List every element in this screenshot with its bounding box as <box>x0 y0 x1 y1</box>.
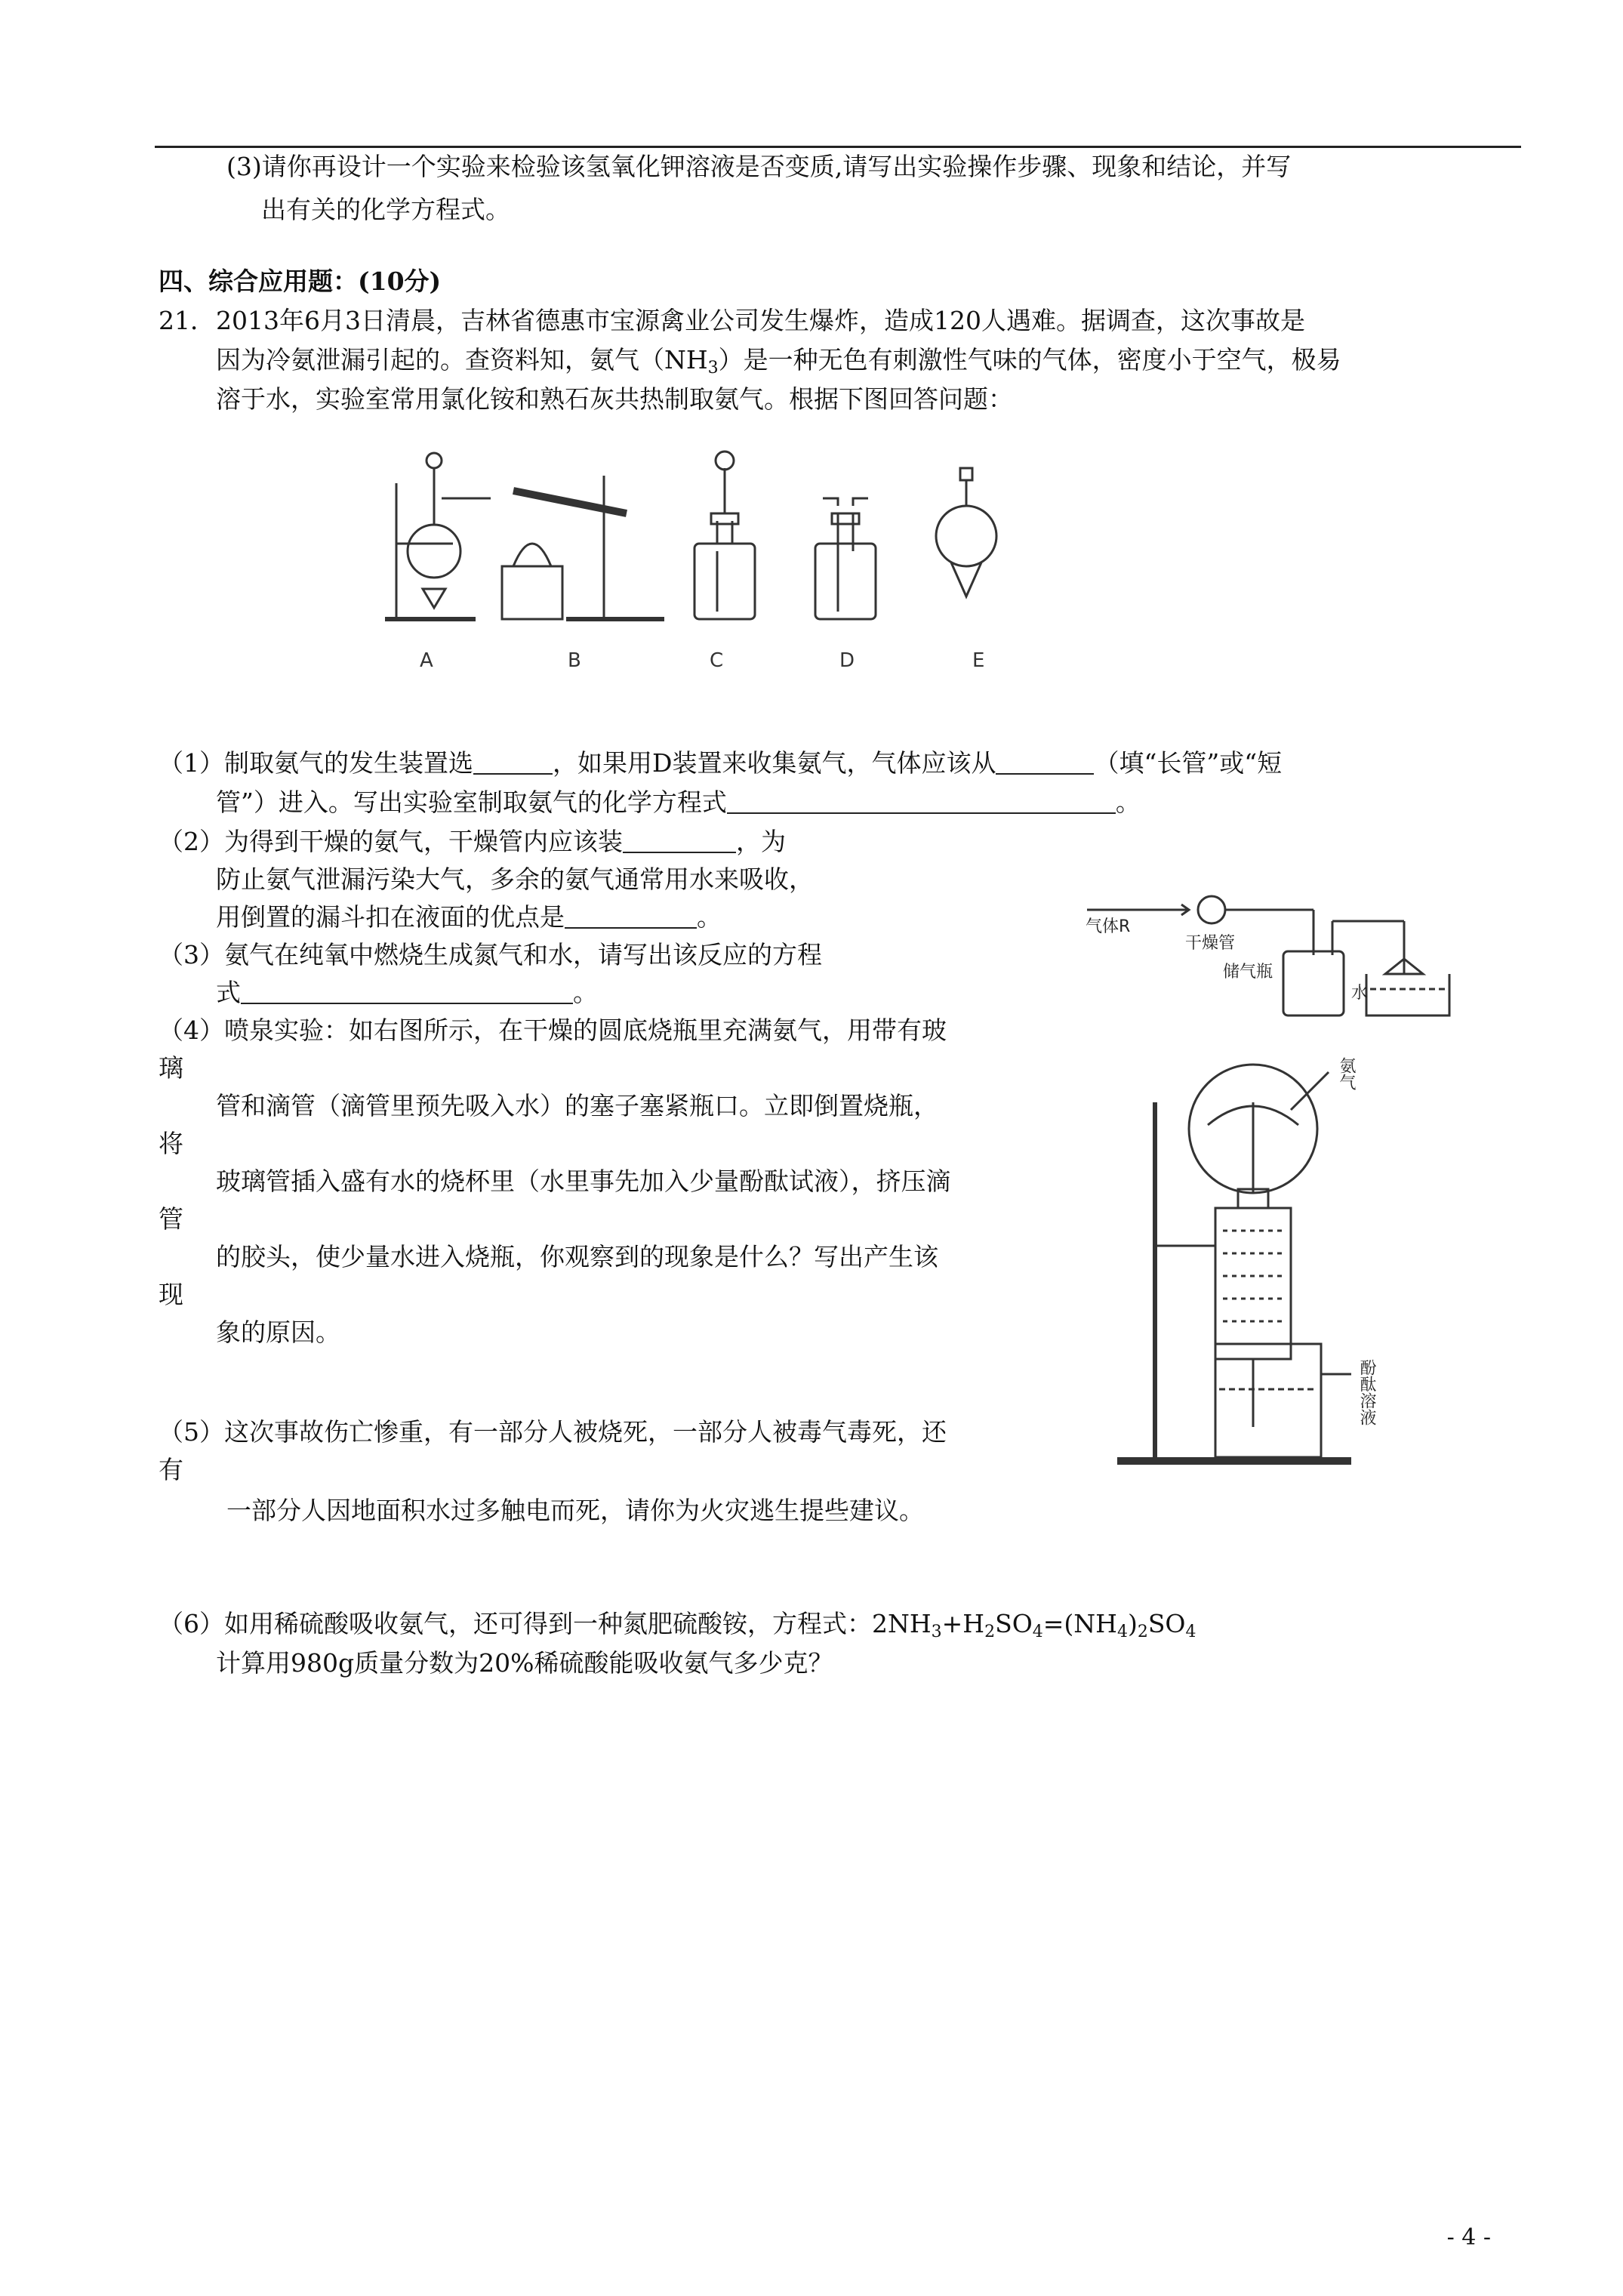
top-rule <box>155 146 1521 148</box>
p4-line1: （4）喷泉实验：如右图所示，在干燥的圆底烧瓶里充满氨气，用带有玻 <box>159 1015 947 1045</box>
label-phenolphthalein: 酚酞溶液 <box>1357 1359 1376 1425</box>
p5-wrap1: 有 <box>159 1455 183 1484</box>
p1-line2: 管”）进入。写出实验室制取氨气的化学方程式 。 <box>216 787 1141 817</box>
label-storage-bottle: 储气瓶 <box>1223 963 1273 982</box>
answer-blank-funnel[interactable] <box>565 905 697 929</box>
answer-blank-equation[interactable] <box>727 790 1116 814</box>
answer-blank-device[interactable] <box>473 750 553 775</box>
drying-apparatus-figure <box>1087 883 1480 1019</box>
apparatus-label-d: D <box>839 649 855 672</box>
q21-number: 21． <box>159 306 215 335</box>
label-water: 水 <box>1351 984 1369 1003</box>
answer-blank-tube[interactable] <box>996 750 1094 775</box>
p4-line3: 玻璃管插入盛有水的烧杯里（水里事先加入少量酚酞试液），挤压滴 <box>216 1166 951 1196</box>
p3-line2: 式 。 <box>216 978 598 1007</box>
p4-line5: 象的原因。 <box>216 1318 340 1347</box>
p3-line1: （3）氨气在纯氧中燃烧生成氮气和水，请写出该反应的方程 <box>159 940 822 969</box>
apparatus-label-b: B <box>568 649 581 672</box>
fountain-experiment-figure <box>1102 1057 1480 1472</box>
apparatus-label-e: E <box>972 649 985 672</box>
p5-line1: （5）这次事故伤亡惨重，有一部分人被烧死，一部分人被毒气毒死，还 <box>159 1417 947 1447</box>
p2-line1: （2）为得到干燥的氨气，干燥管内应该装 ，为 <box>159 827 786 856</box>
q21-line2: 因为冷氨泄漏引起的。查资料知，氨气$(NH_3)$是一种无色有刺激性气味的气体，密度小于空气，极易 <box>216 345 1341 378</box>
p4-wrap3: 管 <box>159 1204 183 1234</box>
q20-3-line1: (3)请你再设计一个实验来检验该氢氧化钾溶液是否变质,请写出实验操作步骤、现象和结论，并写 <box>226 152 1292 181</box>
apparatus-label-a: A <box>420 649 433 672</box>
q21-line3: 溶于水，实验室常用氯化铵和熟石灰共热制取氨气。根据下图回答问题： <box>216 384 1013 414</box>
p5-line2: 一部分人因地面积水过多触电而死，请你为火灾逃生提些建议。 <box>226 1496 924 1525</box>
answer-blank-combustion[interactable] <box>241 980 573 1004</box>
label-ammonia: 氨气 <box>1337 1057 1356 1090</box>
p2-line2: 防止氨气泄漏污染大气，多余的氨气通常用水来吸收， <box>216 864 814 894</box>
apparatus-figure <box>362 438 1042 680</box>
p4-line2: 管和滴管（滴管里预先吸入水）的塞子塞紧瓶口。立即倒置烧瓶， <box>216 1091 938 1120</box>
label-drying-tube: 干燥管 <box>1185 934 1236 953</box>
p4-wrap4: 现 <box>159 1280 183 1309</box>
p6-line2: 计算用980g质量分数为20%稀硫酸能吸收氨气多少克？ <box>216 1648 833 1678</box>
p4-wrap2: 将 <box>159 1129 183 1158</box>
label-gas-r: 气体R <box>1086 917 1131 936</box>
answer-blank-desiccant[interactable] <box>623 829 736 853</box>
page-number: - 4 - <box>1446 2224 1491 2251</box>
p4-line4: 的胶头，使少量水进入烧瓶，你观察到的现象是什么？写出产生该 <box>216 1242 938 1271</box>
p2-line3: 用倒置的漏斗扣在液面的优点是 。 <box>216 902 722 932</box>
section-heading: 四、综合应用题：(10分) <box>159 267 442 296</box>
q21-line1: 2013年6月3日清晨，吉林省德惠市宝源禽业公司发生爆炸，造成120人遇难。据调查，这次事故是 <box>216 306 1305 335</box>
apparatus-label-c: C <box>710 649 724 672</box>
p4-wrap1: 璃 <box>159 1053 183 1083</box>
p6-line1: （6）如用稀硫酸吸收氨气，还可得到一种氮肥硫酸铵，方程式：$2NH_3+H_2SO_4=(NH_4)_2SO_4$ <box>159 1609 1196 1641</box>
p1-line1: （1）制取氨气的发生装置选 ，如果用D装置来收集氨气，气体应该从 （填“长管”或“短 <box>159 748 1283 778</box>
q20-3-line2: 出有关的化学方程式。 <box>261 195 510 224</box>
